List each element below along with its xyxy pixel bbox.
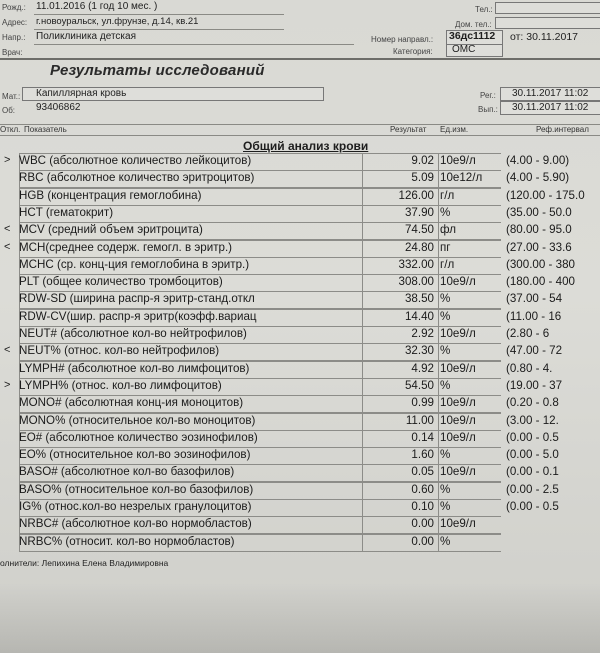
- test-name: NRBC# (абсолютное кол-во нормобластов): [19, 517, 252, 531]
- reference-range: (80.00 - 95.0: [506, 223, 572, 237]
- table-row: [0, 326, 600, 343]
- table-row: [0, 378, 600, 395]
- col-result: Результат: [390, 125, 427, 134]
- specimen-label: Об:: [2, 106, 16, 115]
- result-value: 5.09: [411, 171, 434, 185]
- test-name: HCT (гематокрит): [19, 205, 114, 219]
- section-divider: [0, 58, 600, 60]
- reference-range: (300.00 - 380: [506, 257, 575, 271]
- deviation-flag: <: [4, 223, 11, 236]
- category-value: ОМС: [452, 44, 476, 55]
- test-name: LYMPH% (относ. кол-во лимфоцитов): [19, 378, 222, 392]
- test-name: IG% (относ.кол-во незрелых гранулоцитов): [19, 500, 252, 513]
- result-value: 32.30: [404, 344, 434, 358]
- table-header-rule: [0, 135, 600, 136]
- col-flag: Откл.: [0, 125, 21, 134]
- result-value: 2.92: [411, 327, 434, 340]
- result-value: 9.02: [411, 154, 434, 167]
- col-unit: Ед.изм.: [440, 125, 469, 134]
- home-phone-label: Дом. тел.:: [455, 20, 492, 29]
- unit-value: г/л: [440, 188, 455, 202]
- test-name: RDW-SD (ширина распр-я эритр-станд.откл: [19, 292, 255, 306]
- test-name: NRBC% (относит. кол-во нормобластов): [19, 534, 235, 548]
- result-value: 74.50: [404, 223, 434, 237]
- unit-value: 10e9/л: [440, 275, 476, 289]
- table-row: [0, 534, 600, 551]
- reference-range: (37.00 - 54: [506, 292, 563, 306]
- result-value: 0.14: [411, 430, 434, 444]
- material-value: Капиллярная кровь: [36, 88, 127, 99]
- result-value: 126.00: [398, 188, 434, 202]
- test-name: EO# (абсолютное количество эозинофилов): [19, 430, 258, 444]
- header-rule: [34, 14, 284, 15]
- performer-line: [0, 558, 168, 568]
- reference-range: (19.00 - 37: [506, 378, 563, 392]
- unit-value: %: [440, 500, 451, 513]
- table-row: [0, 413, 600, 430]
- table-row: [0, 240, 600, 257]
- table-header: [0, 124, 600, 136]
- table-row: [0, 447, 600, 464]
- deviation-flag: <: [4, 344, 11, 357]
- result-value: 0.00: [411, 534, 434, 548]
- result-value: 24.80: [404, 240, 434, 254]
- unit-value: фл: [440, 223, 457, 237]
- home-phone-box: [495, 17, 600, 29]
- reference-range: (4.00 - 5.90): [506, 171, 570, 185]
- material-label: Мат.:: [2, 92, 21, 101]
- reference-range: (27.00 - 33.6: [506, 240, 572, 254]
- test-name: HGB (концентрация гемоглобина): [19, 188, 202, 202]
- table-row: [0, 343, 600, 360]
- result-value: 0.05: [411, 465, 434, 479]
- reference-range: (120.00 - 175.0: [506, 188, 585, 202]
- test-name: BASO% (относительное кол-во базофилов): [19, 482, 254, 496]
- reference-range: (0.00 - 5.0: [506, 448, 559, 462]
- referral-label: Напр.:: [2, 33, 26, 42]
- unit-value: 10e9/л: [440, 430, 476, 444]
- col-name: Показатель: [24, 125, 67, 134]
- table-row: [0, 430, 600, 447]
- test-name: PLT (общее количество тромбоцитов): [19, 275, 223, 289]
- result-value: 54.50: [404, 378, 434, 392]
- test-name: BASO# (абсолютное кол-во базофилов): [19, 465, 235, 479]
- doctor-label: Врач:: [2, 48, 23, 57]
- reference-range: (0.80 - 4.: [506, 361, 553, 375]
- result-value: 38.50: [404, 292, 434, 306]
- unit-value: %: [440, 344, 451, 358]
- result-value: 0.99: [411, 396, 434, 410]
- result-value: 11.00: [405, 413, 434, 427]
- test-name: MONO% (относительное кол-во моноцитов): [19, 413, 256, 427]
- reference-range: (35.00 - 50.0: [506, 205, 572, 219]
- reference-range: (0.00 - 0.5: [506, 430, 559, 444]
- header-rule: [34, 44, 354, 45]
- table-row: [0, 257, 600, 274]
- performer-label: олнители:: [0, 558, 40, 568]
- birth-label: Рожд.:: [2, 3, 26, 12]
- table-row: [0, 188, 600, 205]
- result-value: 332.00: [398, 257, 434, 271]
- test-name: LYMPH# (абсолютное кол-во лимфоцитов): [19, 361, 250, 375]
- test-name: RBC (абсолютное количество эритроцитов): [19, 171, 255, 185]
- result-value: 4.92: [411, 361, 434, 375]
- issued-date: 30.11.2017 11:02: [512, 102, 589, 113]
- referral-date: от: 30.11.2017: [510, 31, 579, 43]
- table-row: [0, 309, 600, 326]
- issued-label: Вып.:: [478, 105, 498, 114]
- table-row: [0, 395, 600, 412]
- unit-value: %: [440, 482, 451, 496]
- result-value: 14.40: [404, 309, 434, 323]
- reference-range: (4.00 - 9.00): [506, 154, 570, 167]
- test-name: MCV (средний объем эритроцита): [19, 223, 203, 237]
- performer-name: Лепихина Елена Владимировна: [41, 558, 169, 568]
- table-row: [0, 170, 600, 187]
- unit-value: %: [440, 378, 451, 392]
- unit-value: пг: [440, 240, 451, 254]
- unit-value: %: [440, 534, 451, 548]
- birth-date: 11.01.2016 (1 год 10 мес. ): [36, 1, 158, 12]
- unit-value: 10e9/л: [440, 396, 476, 410]
- test-name: NEUT# (абсолютное кол-во нейтрофилов): [19, 327, 247, 340]
- table-row: [0, 222, 600, 239]
- reference-range: (0.00 - 0.5: [506, 500, 559, 513]
- address-value: г.новоуральск, ул.фрунзе, д.14, кв.21: [36, 16, 199, 27]
- reference-range: (3.00 - 12.: [506, 413, 559, 427]
- registered-date: 30.11.2017 11:02: [512, 88, 589, 99]
- result-value: 308.00: [398, 275, 434, 289]
- table-row: [0, 482, 600, 499]
- unit-value: 10e9/л: [440, 413, 476, 427]
- registered-label: Рег.:: [480, 91, 496, 100]
- deviation-flag: <: [4, 240, 11, 253]
- unit-value: 10e9/л: [440, 517, 476, 531]
- reference-range: (2.80 - 6: [506, 327, 550, 340]
- test-name: MCHC (ср. конц-ция гемоглобина в эритр.): [19, 257, 250, 271]
- section-title: Общий анализ крови: [243, 139, 369, 153]
- unit-value: 10e9/л: [440, 327, 476, 340]
- table-row: [0, 464, 600, 481]
- phone-box: [495, 2, 600, 14]
- table-header-rule: [0, 124, 600, 125]
- referral-number: 36дс1112: [449, 30, 496, 42]
- results-title: Результаты исследований: [50, 62, 265, 79]
- result-value: 37.90: [404, 205, 434, 219]
- unit-value: 10e12/л: [440, 171, 483, 185]
- result-value: 0.10: [411, 500, 434, 513]
- unit-value: %: [440, 292, 451, 306]
- unit-value: 10e9/л: [440, 465, 476, 479]
- test-name: WBC (абсолютное количество лейкоцитов): [19, 154, 252, 167]
- reference-range: (180.00 - 400: [506, 275, 575, 289]
- unit-value: 10e9/л: [440, 361, 476, 375]
- unit-value: %: [440, 205, 451, 219]
- result-value: 1.60: [411, 448, 434, 462]
- deviation-flag: >: [4, 378, 11, 391]
- unit-value: г/л: [440, 257, 455, 271]
- unit-value: 10e9/л: [440, 154, 476, 167]
- referral-number-label: Номер направл.:: [371, 35, 434, 44]
- table-row: [0, 291, 600, 308]
- table-row: [0, 205, 600, 222]
- table-row: [0, 516, 600, 533]
- result-value: 0.00: [411, 517, 434, 531]
- table-row: [0, 153, 600, 170]
- reference-range: (0.20 - 0.8: [506, 396, 559, 410]
- reference-range: (0.00 - 2.5: [506, 482, 559, 496]
- deviation-flag: >: [4, 154, 11, 166]
- table-row: [0, 274, 600, 291]
- category-label: Категория:: [393, 47, 433, 56]
- reference-range: (11.00 - 16: [506, 309, 562, 323]
- test-name: RDW-CV(шир. распр-я эритр(коэфф.вариац: [19, 309, 257, 323]
- test-name: MCH(среднее содерж. гемогл. в эритр.): [19, 240, 233, 254]
- test-name: EO% (относительное кол-во эозинофилов): [19, 448, 251, 462]
- specimen-value: 93406862: [36, 102, 81, 113]
- col-ref: Реф.интервал: [536, 125, 589, 134]
- header-rule: [34, 29, 284, 30]
- address-label: Адрес:: [2, 18, 28, 27]
- phone-label: Тел.:: [475, 5, 493, 14]
- unit-value: %: [440, 448, 451, 462]
- result-value: 0.60: [411, 482, 434, 496]
- reference-range: (0.00 - 0.1: [506, 465, 559, 479]
- unit-value: %: [440, 309, 451, 323]
- test-name: NEUT% (относ. кол-во нейтрофилов): [19, 344, 220, 358]
- referral-value: Поликлиника детская: [36, 31, 137, 42]
- reference-range: (47.00 - 72: [506, 344, 563, 358]
- table-row: [0, 361, 600, 378]
- table-row: [0, 499, 600, 516]
- test-name: MONO# (абсолютная конц-ия моноцитов): [19, 396, 244, 410]
